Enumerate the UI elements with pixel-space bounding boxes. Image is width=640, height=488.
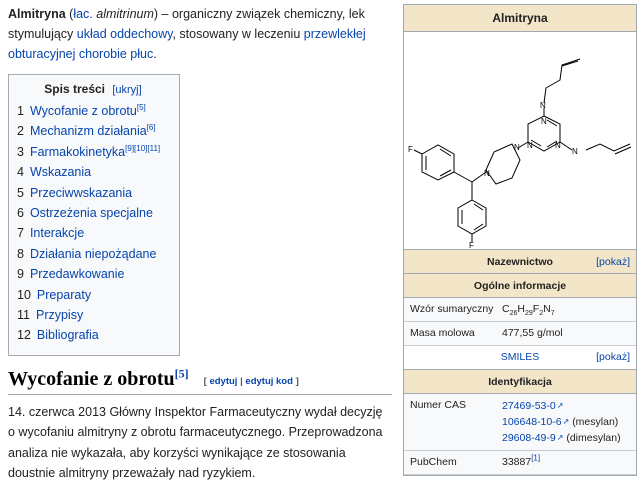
atom-label-n-piperazine-top: N [514,143,520,152]
toc-item-number: 3 [17,144,24,159]
toc-item[interactable] [17,223,169,243]
toc-item-link[interactable]: Interakcje [29,226,85,241]
toc-item-link[interactable]: Mechanizm działania [29,124,147,139]
toc-item-link[interactable]: Bibliografia [36,328,99,343]
toc-item-link[interactable]: Preparaty [36,287,92,302]
toc-item[interactable] [17,203,169,223]
molar-mass-row [404,322,636,346]
toc-item-link[interactable]: Wskazania [29,165,92,180]
article-subject: Almitryna [8,7,66,21]
nomenclature-show-toggle[interactable]: [pokaż] [596,256,630,268]
toc-item-refs[interactable]: [5] [136,102,146,112]
pubchem-value: 33887[1] [502,453,541,468]
identification-header: Identyfikacja [404,370,636,394]
toc-item[interactable] [17,121,169,141]
toc-item-link[interactable]: Wycofanie z obrotu [29,104,137,118]
atom-label-n-ring-left: N [527,141,533,150]
general-info-header: Ogólne informacje [404,274,636,298]
pubchem-row [404,451,636,475]
edit-link[interactable]: edytuj [209,375,238,387]
toc-item[interactable] [17,162,169,182]
cas-note: (dimesylan) [566,432,621,444]
cas-note: (mesylan) [572,416,619,428]
cas-row [404,394,636,451]
toc-item-number: 5 [17,185,24,200]
toc-item-number: 6 [17,206,24,221]
section-heading [8,368,392,395]
formula-row [404,298,636,322]
toc-item[interactable] [17,101,169,121]
chemical-structure-diagram [404,32,636,250]
cas-entry [502,430,630,446]
toc-item-link[interactable]: Ostrzeżenia specjalne [29,206,153,221]
atom-label-n-piperazine-bottom: N [484,169,490,178]
toc-item[interactable] [17,183,169,203]
cas-number-link[interactable]: 106648-10-6 ↗ [502,416,569,428]
toc-item-link[interactable]: Farmakokinetyka [29,144,126,159]
latin-name: almitrinum [96,7,154,21]
toc-title: Spis treści [44,82,105,96]
toc-hide-toggle[interactable]: [ukryj] [112,84,142,96]
formula-count: 7 [550,310,555,318]
molar-mass-link[interactable]: Masa molowa [410,327,475,339]
smiles-link[interactable]: SMILES [500,351,540,363]
formula-count: 26 [509,310,518,318]
formula-count: 2 [539,310,544,318]
formula-element: N [543,303,551,315]
cas-entry [502,414,630,430]
toc-item-number: 11 [17,308,30,323]
toc-item-number: 4 [17,165,24,180]
toc-item-number: 9 [17,267,24,282]
formula-label: Wzór sumaryczny [410,303,494,315]
atom-label-nh-right: N [572,147,578,156]
atom-label-nh-top: N [540,101,546,110]
formula-element: F [532,303,540,315]
toc-item[interactable] [17,244,169,264]
toc-item-link[interactable]: Działania niepożądane [29,246,157,261]
lead-paragraph: Almitryna (łac. almitrinum) – organiczny związek chemiczny, lek stymulujący układ oddechowy, stosowany w leczeniu przewlekłej obturacyjnej chorobie płuc. [8,7,366,61]
toc-item-number: 10 [17,287,31,302]
toc-item-number: 8 [17,246,24,261]
toc-item-number: 2 [17,124,24,139]
structural-formula-image[interactable] [404,32,636,250]
toc-item[interactable] [17,285,169,305]
atom-label-n-ring-right: N [555,141,561,150]
toc-item-number: 1 [17,104,24,118]
formula-element: H [517,303,525,315]
toc-item-link[interactable]: Przedawkowanie [29,267,125,282]
toc-item[interactable] [17,305,169,325]
toc-item[interactable] [17,142,169,162]
edit-code-link[interactable]: edytuj kod [245,375,293,387]
atom-label-f-left: F [408,145,413,154]
atom-label-f-bottom: F [469,241,474,250]
atom-label-n-ring-top: N [541,117,547,126]
drug-infobox [403,4,637,476]
cas-entry [502,398,630,414]
toc-item-number: 12 [17,328,31,343]
nomenclature-header: Nazewnictwo [pokaż] [404,250,636,274]
latin-language-link[interactable]: łac. [73,7,93,21]
toc-item[interactable] [17,325,169,345]
smiles-show-toggle[interactable]: [pokaż] [596,351,630,363]
cas-number-link[interactable]: 27469-53-0 ↗ [502,400,563,412]
toc-item-link[interactable]: Przypisy [35,308,84,323]
toc-item-number: 7 [17,226,24,241]
toc-list [17,101,169,346]
formula-element: C [502,303,510,315]
toc-item-refs[interactable]: [6] [146,123,156,133]
infobox-title: Almitryna [404,5,636,32]
section-edit-links: [ edytuj | edytuj kod ] [203,375,299,387]
toc-item-link[interactable]: Przeciwwskazania [29,185,133,200]
copd-link[interactable]: przewlekłej obturacyjnej chorobie płuc [8,27,366,61]
respiratory-system-link[interactable]: układ oddechowy [76,27,173,41]
smiles-header [404,346,636,370]
toc-item[interactable] [17,264,169,284]
section-paragraph: 14. czerwca 2013 Główny Inspektor Farmaceutyczny wydał decyzję o wycofaniu almitryny z obrotu farmaceutycznego. Przeprowadzona analiza nie wykazała, aby korzyści wynikające ze stosowania doustnie almitryny przeważały nad ryzykiem. [8,404,383,481]
pubchem-reference-link[interactable]: [1] [531,453,541,463]
table-of-contents [8,74,180,356]
molar-mass-value: 477,55 g/mol [502,327,563,339]
cas-number-link[interactable]: 29608-49-9 ↗ [502,432,563,444]
section-reference-link[interactable]: [5] [174,366,189,381]
molecular-formula [502,302,630,317]
toc-item-refs[interactable]: [9][10][11] [125,143,161,153]
formula-count: 29 [524,310,533,318]
section-title: Wycofanie z obrotu [8,367,175,390]
pubchem-label: PubChem [410,456,457,468]
cas-numbers [502,398,630,446]
cas-label: Numer CAS [410,399,467,411]
article-content [8,4,392,484]
